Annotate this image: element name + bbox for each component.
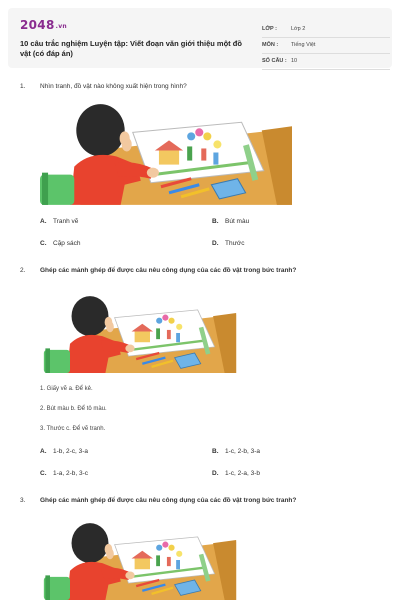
q2-pair-3: 3. Thước c. Để vẽ tranh. (40, 426, 106, 432)
quiz-header (8, 8, 392, 68)
q2-option-a[interactable]: A. 1-b, 2-c, 3-a (40, 448, 89, 455)
q2-option-c[interactable]: C. 1-a, 2-b, 3-c (40, 470, 89, 477)
question-3-illustration (40, 520, 240, 600)
question-1-illustration (40, 100, 292, 205)
site-logo[interactable]: 2048.vn (20, 18, 67, 32)
question-2-title: 2. Ghép các mảnh ghép để được câu nêu công dụng của các đồ vật trong bức tranh? (20, 267, 297, 274)
question-2-illustration (40, 293, 240, 373)
q2-option-b[interactable]: B. 1-c, 2-b, 3-a (212, 448, 261, 455)
question-3-title: 3. Ghép các mảnh ghép để được câu nêu công dụng của các đồ vật trong bức tranh? (20, 497, 297, 504)
q1-option-a[interactable]: A. Tranh vẽ (40, 218, 79, 225)
question-1-title: 1. Nhìn tranh, đồ vật nào không xuất hiện trong hình? (20, 83, 187, 90)
meta-subject: MÔN : Tiếng Việt (262, 38, 390, 54)
meta-grade: LỚP : Lớp 2 (262, 22, 390, 38)
quiz-title: 10 câu trắc nghiệm Luyện tập: Viết đoạn văn giới thiệu một đồ vật (có đáp án) (20, 39, 242, 58)
q2-pair-1: 1. Giấy vẽ a. Để kẻ. (40, 386, 93, 392)
q1-option-c[interactable]: C. Cặp sách (40, 240, 81, 247)
q2-option-d[interactable]: D. 1-c, 2-a, 3-b (212, 470, 261, 477)
quiz-meta (262, 22, 390, 70)
q2-pair-2: 2. Bút màu b. Để tô màu. (40, 406, 107, 412)
q1-option-b[interactable]: B. Bút màu (212, 218, 250, 225)
q1-option-d[interactable]: D. Thước (212, 240, 245, 247)
meta-question-count: SỐ CÂU : 10 (262, 54, 390, 70)
